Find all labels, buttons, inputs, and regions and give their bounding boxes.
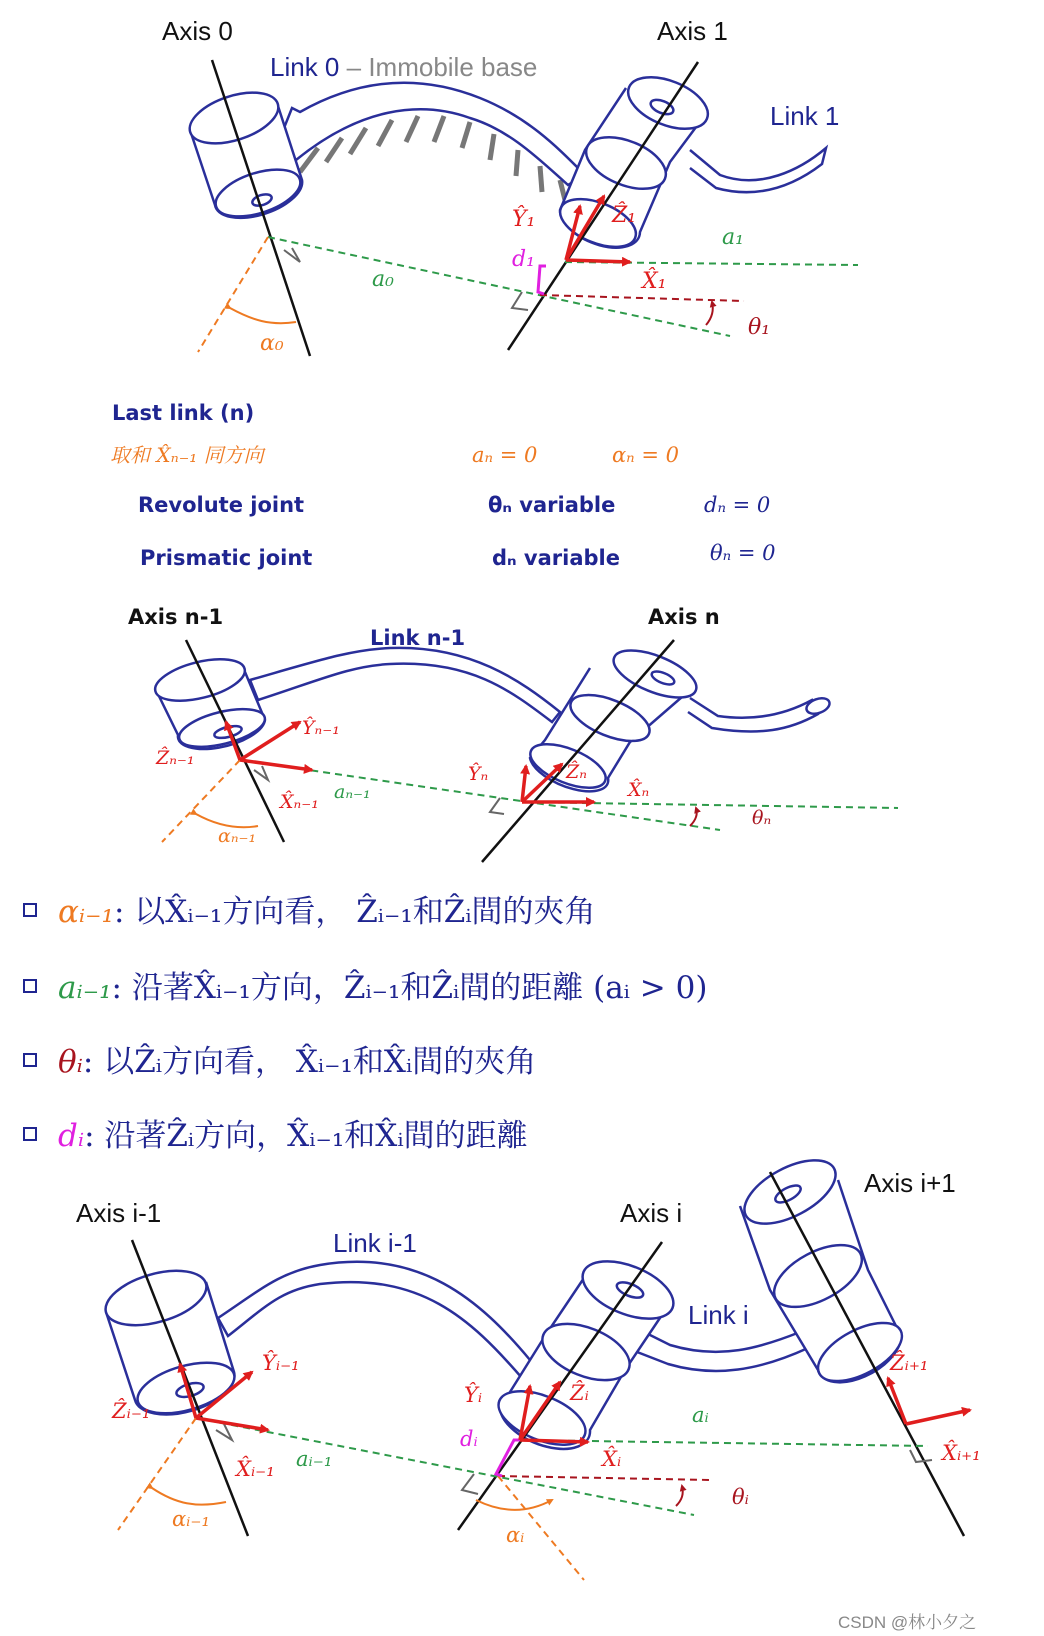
bullet-text: [58, 1042, 536, 1080]
alphai-1-label: αᵢ₋₁: [172, 1507, 210, 1531]
bullet-item: [24, 892, 596, 930]
zn-1-label: Ẑₙ₋₁: [156, 747, 195, 769]
dh-definitions-list: [24, 892, 707, 1154]
link-i-shape: [632, 1330, 808, 1371]
alpha-i-arc: [476, 1500, 552, 1510]
x1-arrow: [566, 260, 630, 262]
x1-label: X̂₁: [642, 269, 667, 294]
figure-3-general-link: [76, 1147, 981, 1580]
axis-i-1-label: Axis i-1: [76, 1198, 162, 1228]
alphan-1-label: αₙ₋₁: [218, 825, 257, 847]
table-row1-c2: dₙ = 0: [704, 493, 771, 517]
watermark: CSDN @林小夕之: [838, 1613, 977, 1632]
xi-label: X̂ᵢ: [602, 1447, 622, 1471]
link-0-desc: Immobile base: [368, 52, 538, 82]
xi-arrow: [520, 1440, 588, 1442]
bullet-item: [24, 1042, 536, 1080]
z1-label: Ẑ₁: [612, 203, 637, 228]
alpha0-label: α₀: [260, 331, 284, 356]
a1-label: a₁: [722, 225, 744, 250]
table-row0-c1: aₙ = 0: [472, 443, 538, 467]
bullet-box-icon: [24, 904, 36, 916]
axis-i-plus-1-label: Axis i+1: [864, 1168, 956, 1198]
right-angle-mark-i: [462, 1474, 478, 1494]
bullet-item: [24, 1116, 528, 1154]
figure-1-base-frame: [162, 16, 858, 356]
axis-1-line: [508, 62, 698, 350]
xi-1-label: X̂ᵢ₋₁: [236, 1457, 275, 1481]
zn-label: Ẑₙ: [566, 761, 587, 783]
axis-n-1-label: Axis n-1: [128, 605, 224, 629]
table-row2-label: Prismatic joint: [140, 546, 313, 570]
xi-1-extension-line: [498, 1476, 712, 1480]
di-label: dᵢ: [460, 1427, 478, 1451]
figure-2-last-link: [128, 605, 898, 862]
yn-1-label: Ŷₙ₋₁: [302, 717, 340, 739]
yn-label: Ŷₙ: [468, 763, 489, 785]
bullet-box-icon: [24, 1128, 36, 1140]
table-row1-c1: θₙ variable: [488, 493, 616, 517]
bullet-text: [58, 968, 707, 1006]
bullet-box-icon: [24, 980, 36, 992]
zi-label: Ẑᵢ: [570, 1381, 589, 1405]
alphai-label: αᵢ: [506, 1523, 525, 1547]
bullet-symbol: aᵢ₋₁: [58, 970, 112, 1006]
axis-0-label: Axis 0: [162, 16, 233, 46]
table-row2-c2: θₙ = 0: [710, 541, 776, 565]
link-0-separator: –: [339, 52, 369, 82]
d1-label: d₁: [512, 247, 535, 272]
cylinder-i: [491, 1250, 681, 1456]
bullet-symbol: dᵢ: [58, 1118, 85, 1154]
right-angle-mark-n-1: [254, 766, 268, 780]
axis-i-plus-1-line: [770, 1172, 964, 1536]
link-i-label: Link i: [688, 1300, 749, 1330]
link-i-1-label: Link i-1: [333, 1228, 417, 1258]
axis-n-line: [482, 640, 674, 862]
table-heading: Last link (n): [112, 401, 255, 425]
link-n-tail: [688, 698, 818, 732]
z0-parallel-line: [198, 237, 268, 352]
bullet-desc: : 沿著X̂ᵢ₋₁方向，Ẑᵢ₋₁和Ẑᵢ間的距離 (aᵢ > 0): [111, 970, 708, 1006]
axis-i-label: Axis i: [620, 1198, 683, 1228]
alpha-i-1-arc: [152, 1488, 226, 1505]
link-1-label: Link 1: [770, 101, 840, 131]
right-angle-mark-0: [284, 248, 300, 262]
theta-n-arc: [690, 808, 697, 826]
zi-1-label: Ẑᵢ₋₁: [112, 1399, 151, 1423]
bullet-text: [58, 1116, 528, 1154]
link-1-shape: [690, 148, 826, 192]
xn-label: X̂ₙ: [628, 779, 650, 801]
link-n-1-shape: [250, 648, 560, 722]
base-cylinder: [183, 83, 306, 226]
table-row0-label: 取和 X̂ₙ₋₁ 同方向: [110, 443, 264, 467]
link-0-label: [270, 52, 537, 82]
xn-1-label: X̂ₙ₋₁: [280, 791, 319, 813]
alpha0-arc: [230, 308, 296, 323]
table-row0-c2: αₙ = 0: [612, 443, 679, 467]
yi-label: Ŷᵢ: [464, 1383, 483, 1407]
bullet-desc: : 以Ẑᵢ方向看， X̂ᵢ₋₁和X̂ᵢ間的夾角: [82, 1044, 537, 1080]
xi-plus-1-label: X̂ᵢ₊₁: [942, 1441, 981, 1465]
bullet-symbol: αᵢ₋₁: [58, 894, 114, 930]
bullet-item: [24, 968, 707, 1006]
ai-1-label: aᵢ₋₁: [296, 1447, 333, 1471]
right-angle-mark-i-1: [216, 1424, 232, 1440]
ground-hatching: [300, 116, 566, 204]
bullet-desc: : 以X̂ᵢ₋₁方向看， Ẑᵢ₋₁和Ẑᵢ間的夾角: [113, 894, 596, 930]
axis-1-label: Axis 1: [657, 16, 728, 46]
theta1-label: θ₁: [748, 315, 771, 340]
joint-1-cylinder: [553, 67, 715, 257]
bullet-symbol: θᵢ: [58, 1044, 83, 1080]
x0-extension-line: [540, 295, 744, 301]
table-row2-c1: dₙ variable: [492, 546, 620, 570]
cylinder-n-1: [151, 651, 269, 754]
yi-1-label: Ŷᵢ₋₁: [262, 1351, 300, 1375]
link-n-1-label: Link n-1: [370, 626, 466, 650]
theta-i-arc: [676, 1486, 683, 1506]
a0-label: a₀: [372, 267, 394, 292]
last-link-table: [110, 401, 775, 570]
bullet-text: [58, 892, 596, 930]
table-row1-label: Revolute joint: [138, 493, 305, 517]
link-n-end: [804, 695, 831, 716]
theta1-arc: [706, 302, 713, 325]
y1-label: Ŷ₁: [512, 207, 536, 232]
axis-n-label: Axis n: [648, 605, 720, 629]
thetai-label: θᵢ: [732, 1485, 749, 1509]
bullet-box-icon: [24, 1054, 36, 1066]
xi-plus-1-arrow: [906, 1410, 970, 1424]
an-1-label: aₙ₋₁: [334, 781, 371, 803]
xn-1-arrow: [240, 760, 312, 770]
bullet-desc: : 沿著Ẑᵢ方向，X̂ᵢ₋₁和X̂ᵢ間的距離: [84, 1118, 528, 1154]
right-angle-mark-n: [490, 798, 504, 814]
link-0-name: Link 0: [270, 52, 340, 82]
thetan-label: θₙ: [752, 807, 772, 829]
zi-plus-1-label: Ẑᵢ₊₁: [890, 1351, 929, 1375]
right-angle-mark-1: [512, 292, 528, 310]
ai-label: aᵢ: [692, 1403, 709, 1427]
d1-bracket: [538, 266, 546, 294]
axis-i-line: [458, 1242, 662, 1530]
